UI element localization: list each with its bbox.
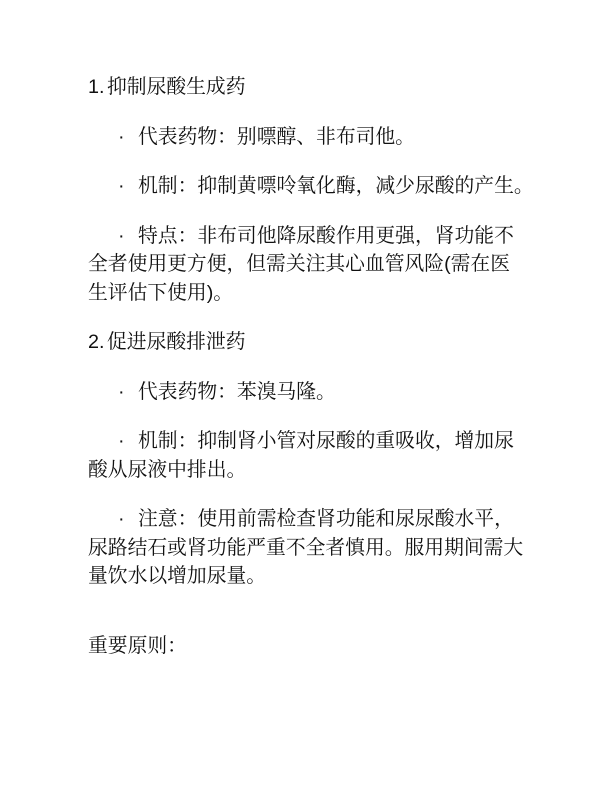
bullet-marker: · xyxy=(118,508,125,530)
text-line xyxy=(88,328,525,357)
line-text: 机制：抑制黄嘌呤氧化酶，减少尿酸的产生。 xyxy=(138,175,534,197)
line-text: 代表药物：苯溴马隆。 xyxy=(138,380,336,403)
number-marker: 2. xyxy=(88,331,105,353)
text-line xyxy=(88,427,525,456)
bullet-mechanism-2 xyxy=(88,427,525,484)
line-text: 特点：非布司他降尿酸作用更强，肾功能不 xyxy=(138,224,514,247)
text-line xyxy=(88,505,525,534)
bullet-marker: · xyxy=(118,224,125,247)
bullet-marker: · xyxy=(118,125,125,148)
text-line: 生评估下使用)。 xyxy=(88,281,234,304)
bullet-representative-drugs-1 xyxy=(88,123,525,152)
heading-important-principles xyxy=(88,632,525,661)
list-item-inhibit-production xyxy=(88,73,525,102)
line-text: 机制：抑制肾小管对尿酸的重吸收，增加尿 xyxy=(138,430,514,452)
text-line xyxy=(88,172,534,201)
text-line xyxy=(88,73,525,102)
bullet-marker: · xyxy=(118,380,125,403)
bullet-representative-drugs-2 xyxy=(88,378,525,407)
text-line: 重要原则： xyxy=(88,634,187,657)
text-line xyxy=(88,123,525,152)
text-line: 酸从尿液中排出。 xyxy=(88,458,247,481)
text-line: 全者使用更方便，但需关注其心血管风险(需在医 xyxy=(88,253,510,275)
line-text: 抑制尿酸生成药 xyxy=(107,76,246,98)
line-text: 促进尿酸排泄药 xyxy=(107,331,246,353)
line-text: 注意：使用前需检查肾功能和尿尿酸水平， xyxy=(138,508,514,530)
text-line xyxy=(88,378,525,407)
list-item-promote-excretion xyxy=(88,328,525,357)
text-line xyxy=(88,222,525,251)
bullet-characteristics xyxy=(88,222,525,308)
text-line: 量饮水以增加尿量。 xyxy=(88,565,267,587)
text-line: 尿路结石或肾功能严重不全者慎用。服用期间需大 xyxy=(88,536,524,559)
bullet-precautions xyxy=(88,505,525,591)
bullet-marker: · xyxy=(118,175,125,197)
number-marker: 1. xyxy=(88,76,105,98)
bullet-mechanism-1 xyxy=(88,172,534,201)
line-text: 代表药物：别嘌醇、非布司他。 xyxy=(138,125,415,148)
bullet-marker: · xyxy=(118,430,125,452)
